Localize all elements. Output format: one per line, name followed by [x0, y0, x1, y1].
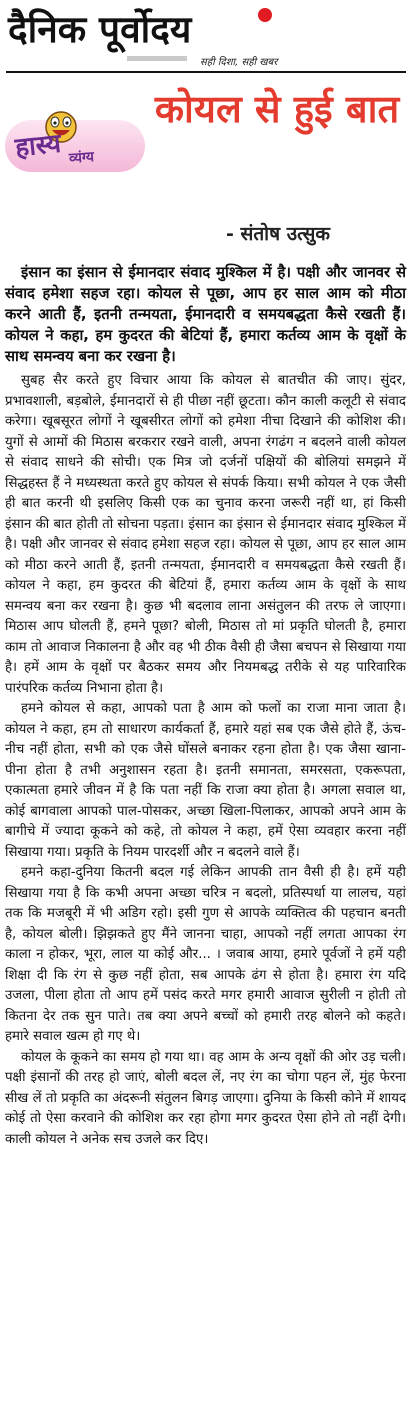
newspaper-title: दैनिक पूर्वोदय	[8, 8, 192, 51]
masthead-dot-icon	[258, 8, 272, 22]
article-lede: इंसान का इंसान से ईमानदार संवाद मुश्किल में है। पक्षी और जानवर से संवाद हमेशा सहज रहा। कोयल से पूछा, आप हर साल आम को मीठा करने आती हैं, इतनी तन्मयता, ईमानदारी व समयबद्धता कैसे रखती हैं। कोयल ने कहा, हम कुदरत की बेटियां हैं, हमारा कर्तव्य आम के वृक्षों के साथ समन्वय बना कर रखना है।	[5, 264, 406, 365]
masthead-strip	[127, 56, 187, 61]
article-headline: कोयल से हुई बात	[154, 87, 400, 131]
article-paragraph: हमने कहा-दुनिया कितनी बदल गई लेकिन आपकी तान वैसी ही है। हमें यही सिखाया गया है कि कभी अपना अच्छा चरित्र न बदलो, प्रतिस्पर्धा या लालच, यहां तक कि मजबूरी में भी अडिग रहो। इसी गुण से आपके व्यक्तित्व की पहचान बनती है, कोयल बोली। झिझकते हुए मैंने जानना चाहा, आपको नहीं लगता आपका रंग काला न होकर, भूरा, लाल या कोई और... । जवाब आया, हमारे पूर्वजों ने हमें यही शिक्षा दी कि रंग से कुछ नहीं होता, सब आपके ढंग से होता है। हमारा रंग यदि उजला, पीला होता तो आप हमें पसंद करते मगर हमारी आवाज सुरीली न होती तो कितना देर तक सुन पाते। तब क्या अपने बच्चों को हमारी तरह बोलने को कहते। हमारे सवाल खत्म हो गए थे।	[5, 865, 406, 1044]
article-author: - संतोष उत्सुक	[226, 223, 330, 245]
article-paragraph: कोयल के कूकने का समय हो गया था। वह आम के अन्य वृक्षों की ओर उड़ चली। पक्षी इंसानों की तरह हो जाएं, बोली बदल लें, नए रंग का चोगा पहन लें, मुंह फेरना सीख लें तो प्रकृति का अंदरूनी संतुलन बिगड़ जाएगा। दुनिया के किसी कोने में शायद कोई तो ऐसा करवाने की कोशिश कर रहा होगा मगर कुदरत ऐसा होने तो नहीं देगी। काली कोयल ने अनेक सच उजले कर दिए।	[5, 1049, 406, 1147]
article-paragraph: सुबह सैर करते हुए विचार आया कि कोयल से बातचीत की जाए। सुंदर, प्रभावशाली, बड़बोले, ईमानदारों से ही पीछा नहीं छूटता। कौन काली कलूटी से संवाद करेगा। खूबसूरत लोगों ने खूबसीरत लोगों को हमेशा नीचा दिखाने की कोशिश की। युगों से आमों की मिठास बरकरार रखने वाली, अपना रंगढंग न बदलने वाली कोयल से संवाद साधने की सोची। एक मित्र जो दर्जनों पक्षियों की बोलियां समझने में सिद्धहस्त हैं ने मध्यस्थता करते हुए कोयल से संपर्क किया। सभी कोयल ने एक जैसी ही बात करनी थी इसलिए किसी एक का चुनाव करना जरूरी नहीं था, हां किसी इंसान की बात होती तो सोचना पड़ता। इंसान का इंसान से ईमानदार संवाद मुश्किल में है। पक्षी और जानवर से संवाद हमेशा सहज रहा। कोयल से पूछा, आप हर साल आम को मीठा करने आती हैं, इतनी तन्मयता, ईमानदारी व समयबद्धता कैसे रखती हैं। कोयल ने कहा, हम कुदरत की बेटियां हैं, हमारा कर्तव्य आम के वृक्षों के साथ समन्वय बना कर रखना है। कुछ भी बदलाव लाना असंतुलन की तरफ ले जाएगा। मिठास आप घोलती हैं, हमने पूछा? बोली, मिठास तो मां प्रकृति घोलती है, हमारा काम तो आवाज निकालना है और वह भी ठीक वैसी ही जैसा बचपन से सिखाया गया है। हमें आम के वृक्षों पर बैठकर समय और नियमबद्ध तरीके से यह पारिवारिक पारंपरिक कर्तव्य निभाना होता है।	[5, 373, 406, 696]
article-body	[5, 262, 406, 1150]
logo-word-hasya: हास्य	[13, 128, 63, 164]
article-paragraph: हमने कोयल से कहा, आपको पता है आम को फलों का राजा माना जाता है। कोयल ने कहा, हम तो साधारण कार्यकर्ता हैं, हमारे यहां सब एक जैसे होते हैं, ऊंच-नीच नहीं होता, सभी को एक जैसे घोंसले बनाकर रहना होता है। एक जैसा खाना-पीना होता है तभी अनुशासन रहता है। इतनी समानता, समरसता, एकरूपता, एकात्मता हमारे जीवन में है कि पता नहीं कि राजा क्या होता है। अगला सवाल था, कोई बागवाला आपको पाल-पोसकर, अच्छा खिला-पिलाकर, आपको अपने आम के बागीचे में ज्यादा कूकने को कहे, तो कोयल ने कहा, हमें ऐसा व्यवहार करना नहीं सिखाया गया। प्रकृति के नियम पारदर्शी और न बदलने वाले हैं।	[5, 701, 406, 860]
newspaper-tagline: सही दिशा, सही खबर	[200, 57, 278, 68]
logo-word-vyang: व्यंग्य	[68, 149, 95, 167]
hasya-vyang-column-logo	[3, 120, 153, 172]
masthead	[0, 0, 411, 80]
masthead-divider	[6, 71, 406, 73]
